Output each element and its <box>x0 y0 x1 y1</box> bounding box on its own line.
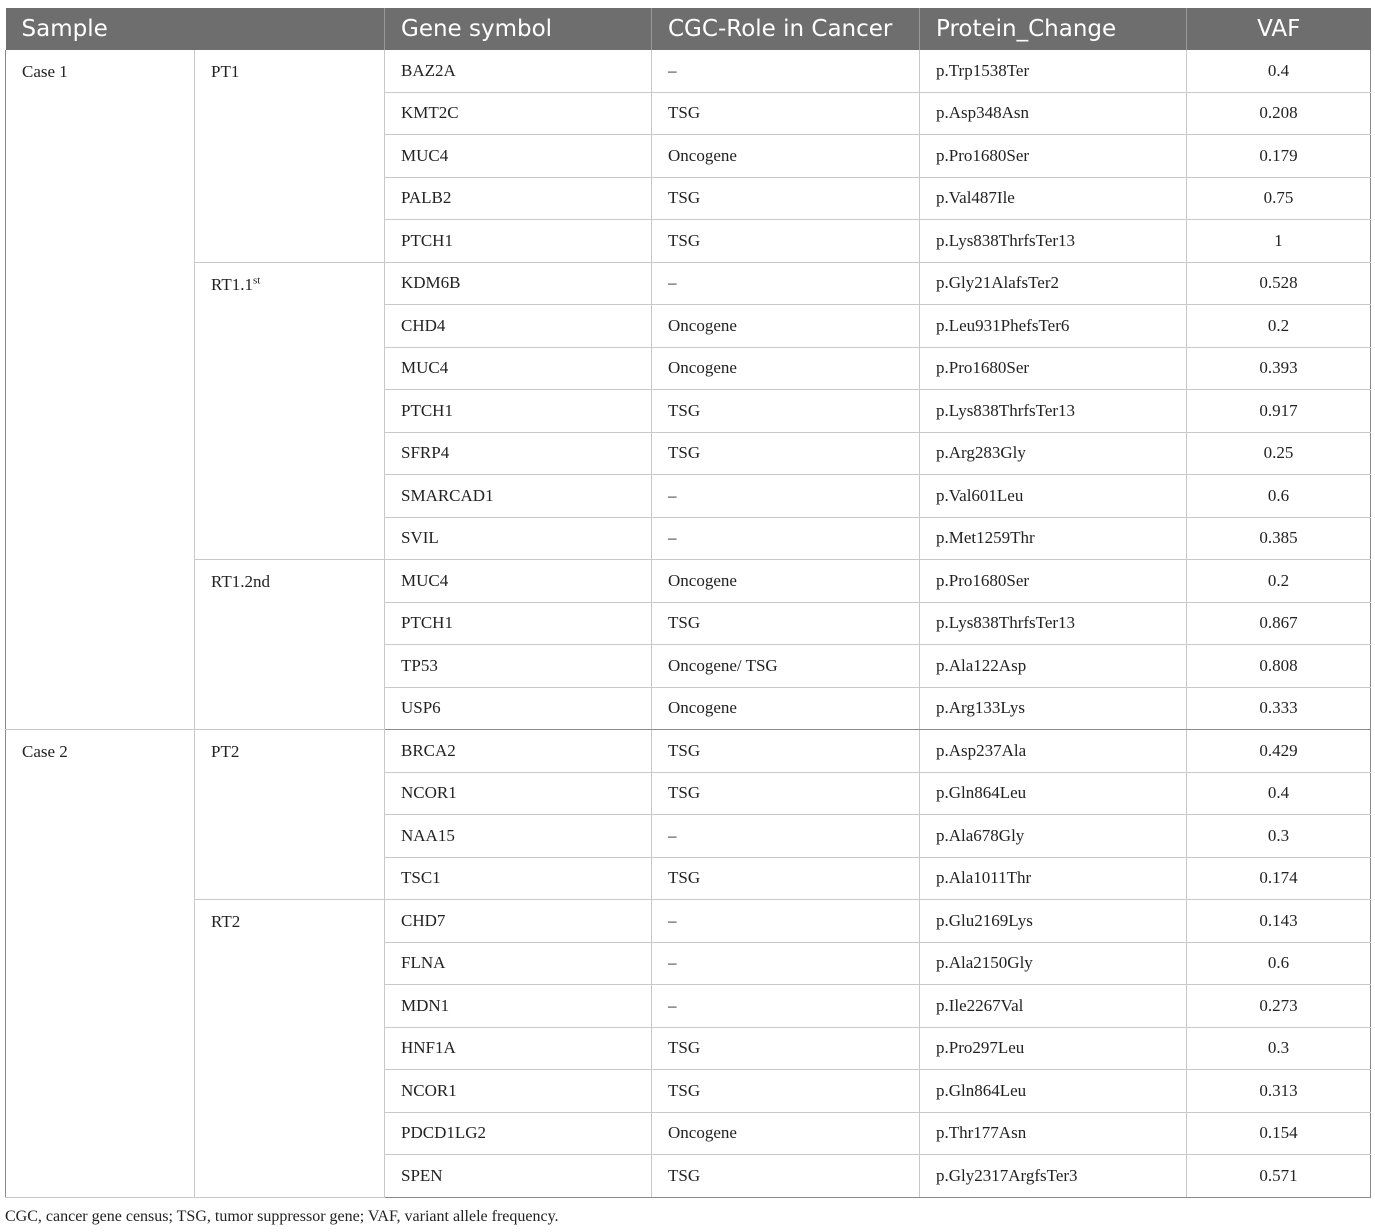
protein-change-cell: p.Arg133Lys <box>920 687 1187 730</box>
vaf-cell: 0.4 <box>1187 50 1371 92</box>
cgc-role-cell: TSG <box>652 432 920 475</box>
cgc-role-cell: TSG <box>652 730 920 773</box>
protein-change-cell: p.Ala122Asp <box>920 645 1187 688</box>
sample-group-label <box>195 50 385 262</box>
vaf-cell: 0.75 <box>1187 177 1371 220</box>
header-sample: Sample <box>6 8 385 50</box>
protein-change-cell: p.Lys838ThrfsTer13 <box>920 390 1187 433</box>
gene-symbol-cell: KMT2C <box>385 92 652 135</box>
gene-symbol-cell: NCOR1 <box>385 1070 652 1113</box>
cgc-role-cell: Oncogene/ TSG <box>652 645 920 688</box>
table-container <box>5 8 1370 1198</box>
header-cgc-role: CGC-Role in Cancer <box>652 8 920 50</box>
gene-symbol-cell: PTCH1 <box>385 390 652 433</box>
cgc-role-cell: TSG <box>652 92 920 135</box>
case-label: Case 1 <box>6 50 195 730</box>
protein-change-cell: p.Pro297Leu <box>920 1027 1187 1070</box>
gene-symbol-cell: NAA15 <box>385 815 652 858</box>
gene-symbol-cell: MDN1 <box>385 985 652 1028</box>
protein-change-cell: p.Pro1680Ser <box>920 135 1187 178</box>
vaf-cell: 0.4 <box>1187 772 1371 815</box>
sample-group-text: RT2 <box>211 912 241 931</box>
protein-change-cell: p.Pro1680Ser <box>920 560 1187 603</box>
cgc-role-cell: TSG <box>652 772 920 815</box>
gene-symbol-cell: PDCD1LG2 <box>385 1112 652 1155</box>
vaf-cell: 0.333 <box>1187 687 1371 730</box>
vaf-cell: 0.208 <box>1187 92 1371 135</box>
table-row <box>6 262 1371 305</box>
case-label: Case 2 <box>6 730 195 1198</box>
sample-group-text: PT1 <box>211 62 240 81</box>
vaf-cell: 0.917 <box>1187 390 1371 433</box>
vaf-cell: 0.25 <box>1187 432 1371 475</box>
header-gene-symbol: Gene symbol <box>385 8 652 50</box>
cgc-role-cell: TSG <box>652 1155 920 1198</box>
protein-change-cell: p.Asp348Asn <box>920 92 1187 135</box>
sample-group-label <box>195 262 385 560</box>
protein-change-cell: p.Glu2169Lys <box>920 900 1187 943</box>
header-protein-change: Protein_Change <box>920 8 1187 50</box>
gene-symbol-cell: FLNA <box>385 942 652 985</box>
protein-change-cell: p.Asp237Ala <box>920 730 1187 773</box>
gene-symbol-cell: NCOR1 <box>385 772 652 815</box>
cgc-role-cell: Oncogene <box>652 135 920 178</box>
gene-symbol-cell: BRCA2 <box>385 730 652 773</box>
cgc-role-cell: – <box>652 815 920 858</box>
protein-change-cell: p.Ala2150Gly <box>920 942 1187 985</box>
gene-symbol-cell: MUC4 <box>385 347 652 390</box>
sample-group-superscript: st <box>252 273 261 286</box>
vaf-cell: 0.429 <box>1187 730 1371 773</box>
vaf-cell: 0.808 <box>1187 645 1371 688</box>
protein-change-cell: p.Trp1538Ter <box>920 50 1187 92</box>
cgc-role-cell: – <box>652 262 920 305</box>
sample-group-text: RT1.1 <box>211 274 253 294</box>
gene-symbol-cell: CHD4 <box>385 305 652 348</box>
cgc-role-cell: Oncogene <box>652 687 920 730</box>
table-body <box>6 50 1371 1197</box>
cgc-role-cell: – <box>652 50 920 92</box>
cgc-role-cell: – <box>652 517 920 560</box>
gene-symbol-cell: TP53 <box>385 645 652 688</box>
gene-symbol-cell: PTCH1 <box>385 602 652 645</box>
gene-symbol-cell: KDM6B <box>385 262 652 305</box>
cgc-role-cell: – <box>652 475 920 518</box>
header-row <box>6 8 1371 50</box>
protein-change-cell: p.Val487Ile <box>920 177 1187 220</box>
cgc-role-cell: TSG <box>652 177 920 220</box>
table-row <box>6 900 1371 943</box>
gene-symbol-cell: SPEN <box>385 1155 652 1198</box>
protein-change-cell: p.Gly2317ArgfsTer3 <box>920 1155 1187 1198</box>
gene-symbol-cell: MUC4 <box>385 135 652 178</box>
protein-change-cell: p.Ala678Gly <box>920 815 1187 858</box>
protein-change-cell: p.Met1259Thr <box>920 517 1187 560</box>
vaf-cell: 0.6 <box>1187 475 1371 518</box>
vaf-cell: 0.385 <box>1187 517 1371 560</box>
vaf-cell: 0.393 <box>1187 347 1371 390</box>
sample-group-text: PT2 <box>211 742 240 761</box>
vaf-cell: 0.571 <box>1187 1155 1371 1198</box>
protein-change-cell: p.Gln864Leu <box>920 1070 1187 1113</box>
cgc-role-cell: TSG <box>652 857 920 900</box>
gene-symbol-cell: MUC4 <box>385 560 652 603</box>
protein-change-cell: p.Ile2267Val <box>920 985 1187 1028</box>
gene-symbol-cell: CHD7 <box>385 900 652 943</box>
gene-symbol-cell: SVIL <box>385 517 652 560</box>
table-row <box>6 730 1371 773</box>
cgc-role-cell: Oncogene <box>652 347 920 390</box>
protein-change-cell: p.Arg283Gly <box>920 432 1187 475</box>
vaf-cell: 0.528 <box>1187 262 1371 305</box>
protein-change-cell: p.Lys838ThrfsTer13 <box>920 220 1187 263</box>
vaf-cell: 0.143 <box>1187 900 1371 943</box>
gene-symbol-cell: BAZ2A <box>385 50 652 92</box>
protein-change-cell: p.Pro1680Ser <box>920 347 1187 390</box>
vaf-cell: 0.3 <box>1187 1027 1371 1070</box>
vaf-cell: 0.174 <box>1187 857 1371 900</box>
vaf-cell: 0.6 <box>1187 942 1371 985</box>
vaf-cell: 0.273 <box>1187 985 1371 1028</box>
vaf-cell: 0.179 <box>1187 135 1371 178</box>
cgc-role-cell: – <box>652 985 920 1028</box>
sample-group-label <box>195 730 385 900</box>
vaf-cell: 0.313 <box>1187 1070 1371 1113</box>
table-row <box>6 560 1371 603</box>
vaf-cell: 0.3 <box>1187 815 1371 858</box>
cgc-role-cell: TSG <box>652 1070 920 1113</box>
cgc-role-cell: Oncogene <box>652 560 920 603</box>
cgc-role-cell: Oncogene <box>652 305 920 348</box>
table-row <box>6 50 1371 92</box>
cgc-role-cell: Oncogene <box>652 1112 920 1155</box>
sample-group-label <box>195 560 385 730</box>
mutation-table <box>5 8 1371 1198</box>
protein-change-cell: p.Lys838ThrfsTer13 <box>920 602 1187 645</box>
cgc-role-cell: – <box>652 942 920 985</box>
table-footnote: CGC, cancer gene census; TSG, tumor suppressor gene; VAF, variant allele frequency. <box>5 1208 559 1225</box>
gene-symbol-cell: SFRP4 <box>385 432 652 475</box>
gene-symbol-cell: USP6 <box>385 687 652 730</box>
cgc-role-cell: TSG <box>652 390 920 433</box>
protein-change-cell: p.Gly21AlafsTer2 <box>920 262 1187 305</box>
protein-change-cell: p.Leu931PhefsTer6 <box>920 305 1187 348</box>
vaf-cell: 0.867 <box>1187 602 1371 645</box>
gene-symbol-cell: PALB2 <box>385 177 652 220</box>
gene-symbol-cell: HNF1A <box>385 1027 652 1070</box>
cgc-role-cell: TSG <box>652 1027 920 1070</box>
vaf-cell: 0.2 <box>1187 560 1371 603</box>
header-vaf: VAF <box>1187 8 1371 50</box>
protein-change-cell: p.Gln864Leu <box>920 772 1187 815</box>
cgc-role-cell: – <box>652 900 920 943</box>
sample-group-text: RT1.2nd <box>211 572 270 591</box>
protein-change-cell: p.Val601Leu <box>920 475 1187 518</box>
protein-change-cell: p.Ala1011Thr <box>920 857 1187 900</box>
vaf-cell: 1 <box>1187 220 1371 263</box>
vaf-cell: 0.154 <box>1187 1112 1371 1155</box>
gene-symbol-cell: PTCH1 <box>385 220 652 263</box>
sample-group-label <box>195 900 385 1198</box>
cgc-role-cell: TSG <box>652 220 920 263</box>
cgc-role-cell: TSG <box>652 602 920 645</box>
vaf-cell: 0.2 <box>1187 305 1371 348</box>
protein-change-cell: p.Thr177Asn <box>920 1112 1187 1155</box>
gene-symbol-cell: TSC1 <box>385 857 652 900</box>
gene-symbol-cell: SMARCAD1 <box>385 475 652 518</box>
